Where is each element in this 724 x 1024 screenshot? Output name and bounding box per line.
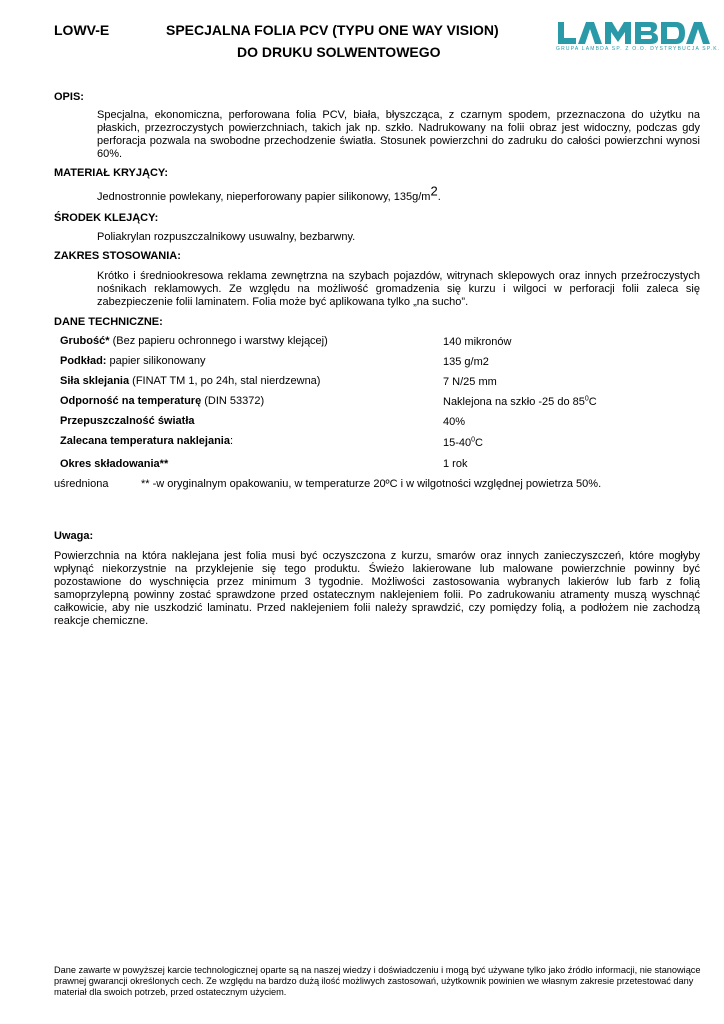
uwaga-heading: Uwaga: [54,530,94,542]
lambda-logo [556,20,721,62]
zakres-text: Krótko i średniookresowa reklama zewnętrzna na szybach pojazdów, witrynach sklepowych oraz innych przeźroczystych nośnikach reklamowych. Ze względu na możliwość gromadzenia się kurzu i wilgoci w perforacji folii zaleca się zabezpieczenie folii laminatem. Folia może być aplikowana tylko „na sucho”. [97,270,700,308]
title-line-2: DO DRUKU SOLWENTOWEGO [237,44,441,60]
tech-row-label: Podkład: papier silikonowany [60,355,206,367]
tech-row-value: 40% [443,416,466,428]
tech-row-label: Siła sklejania (FINAT TM 1, po 24h, stal nierdzewna) [60,375,321,387]
opis-heading: OPIS: [54,91,84,103]
srodek-text: Poliakrylan rozpuszczalnikowy usuwalny, bezbarwny. [97,231,356,243]
opis-text: Specjalna, ekonomiczna, perforowana folia PCV, biała, błyszcząca, z czarnym spodem, przeznaczona do użytku na płaskich, przezroczystych powierzchniach, takich jak np. szkło. Nadrukowany na folii obraz jest widoczny, podczas gdy perforacja pozwala na swobodne przechodzenie światła. Stosunek powierzchni do zadruku do całości powierzchni wynosi 60%. [97,109,700,160]
footer-disclaimer: Dane zawarte w powyższej karcie technologicznej oparte są na naszej wiedzy i doświadczeniu i mogą być używane tylko jako źródło informacji, nie stanowiące prawnej gwarancji określonych cech. Ze względu na bardzo dużą ilość możliwych zastosowań, użytkownik powinien we własnym zakresie przetestować dany materiał dla swoich potrzeb, przed ostatecznym użyciem. [54,965,701,997]
tech-row-value: 135 g/m2 [443,356,489,368]
tech-row-value: 7 N/25 mm [443,376,497,388]
tech-row-label: Przepuszczalność światła [60,415,195,427]
tech-row-value: 1 rok [443,458,468,470]
product-code: LOWV-E [54,22,110,38]
material-text: Jednostronnie powlekany, nieperforowany papier silikonowy, 135g/m2. [97,183,441,203]
zakres-heading: ZAKRES STOSOWANIA: [54,250,181,262]
uwaga-text: Powierzchnia na która naklejana jest folia musi być oczyszczona z kurzu, smarów oraz innych zanieczyszczeń, które mogłyby wpłynąć niekorzystnie na przyklejenie się tego produktu. Świeżo lakierowane lub malowane powierzchnie powinny być pozostawione do wyschnięcia przez minimum 3 tygodnie. Możliwości zastosowania wybranych lakierów lub farb z folią samoprzylepną powinny zostać sprawdzone przed ostatecznym naklejeniem folii. Po zadrukowaniu atramenty muszą wyschnąć całkowicie, aby nie uszkodzić laminatu. Przed naklejeniem folii należy sprawdzić, czy pomiędzy folią, a podłożem nie zachodzą reakcje chemiczne. [54,550,700,627]
dane-heading: DANE TECHNICZNE: [54,316,163,328]
srodek-heading: ŚRODEK KLEJĄCY: [54,212,159,224]
tech-row-value: Naklejona na szkło -25 do $85^0C$ [443,395,597,408]
tech-row-label: Zalecana temperatura naklejania: [60,435,234,447]
tech-row-label: Odporność na temperaturę (DIN 53372) [60,395,265,407]
title-line-1: SPECJALNA FOLIA PCV (TYPU ONE WAY VISION) [166,22,499,38]
tech-row-label: Grubość* (Bez papieru ochronnego i warstwy klejącej) [60,335,328,347]
logo-subtitle: GRUPA LAMBDA SP. Z O.O. DYSTRYBUCJA SP.K. [556,46,721,52]
note-right: ** -w oryginalnym opakowaniu, w temperaturze 20ºC i w wilgotności względnej powietrza 50%. [141,478,602,490]
material-heading: MATERIAŁ KRYJĄCY: [54,167,169,179]
note-left: uśredniona [54,478,109,490]
tech-row-label: Okres składowania** [60,458,169,470]
tech-row-value: 140 mikronów [443,336,512,348]
tech-row-value: $15-40^0C$ [443,436,483,449]
